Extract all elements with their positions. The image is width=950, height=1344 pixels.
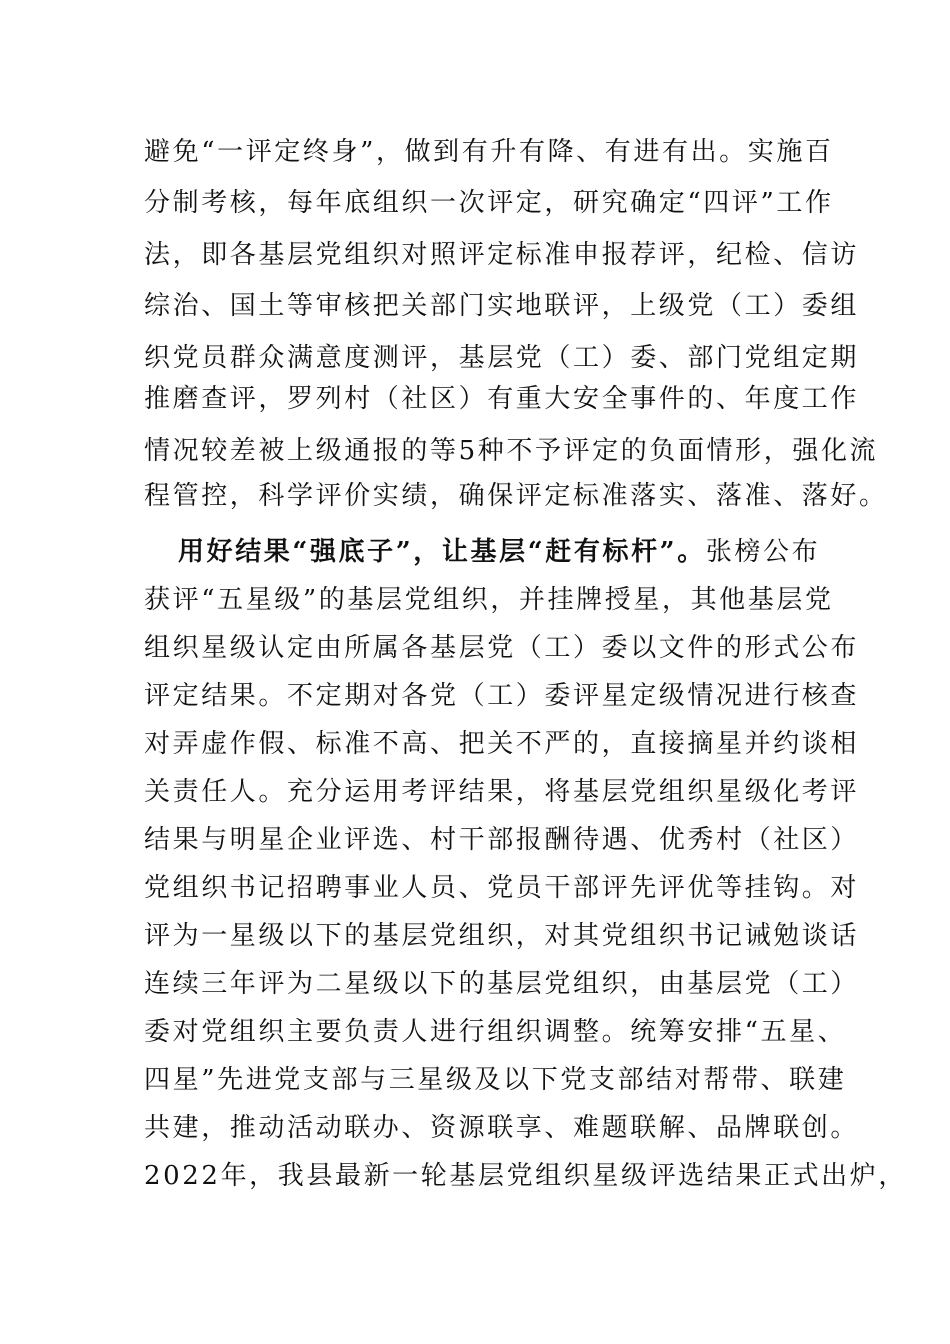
text-line: 2022年，我县最新一轮基层党组织星级评选结果正式出炉，	[144, 1161, 907, 1191]
text-line: 评定结果。不定期对各党（工）委评星定级情况进行核查	[144, 681, 860, 711]
text-line: 关责任人。充分运用考评结果，将基层党组织星级化考评	[144, 777, 860, 807]
paragraph-first-line-text: 张榜公布	[705, 537, 821, 567]
text-line: 共建，推动活动联办、资源联享、难题联解、品牌联创。	[144, 1113, 860, 1143]
text-line: 对弄虚作假、标准不高、把关不严的，直接摘星并约谈相	[144, 729, 860, 759]
text-line: 委对党组织主要负责人进行组织调整。统筹安排“五星、	[144, 1017, 847, 1047]
text-line: 分制考核，每年底组织一次评定，研究确定“四评”工作	[144, 188, 834, 218]
text-line: 避免“一评定终身”，做到有升有降、有进有出。实施百	[144, 137, 834, 167]
text-line: 连续三年评为二星级以下的基层党组织，由基层党（工）	[144, 969, 860, 999]
paragraph-first-line	[178, 534, 820, 570]
text-line: 四星”先进党支部与三星级及以下党支部结对帮带、联建	[144, 1065, 847, 1095]
text-line: 党组织书记招聘事业人员、党员干部评先评优等挂钩。对	[144, 873, 860, 903]
text-line: 评为一星级以下的基层党组织，对其党组织书记诫勉谈话	[144, 921, 860, 951]
text-line: 综治、国土等审核把关部门实地联评，上级党（工）委组	[144, 291, 860, 321]
text-line: 情况较差被上级通报的等5种不予评定的负面情形，强化流	[144, 436, 879, 466]
text-line: 织党员群众满意度测评，基层党（工）委、部门党组定期	[144, 343, 860, 373]
text-line: 程管控，科学评价实绩，确保评定标准落实、落准、落好。	[144, 481, 888, 511]
text-line: 法，即各基层党组织对照评定标准申报荐评，纪检、信访	[144, 240, 860, 270]
text-line: 组织星级认定由所属各基层党（工）委以文件的形式公布	[144, 633, 860, 663]
text-line: 获评“五星级”的基层党组织，并挂牌授星，其他基层党	[144, 585, 834, 615]
paragraph-heading: 用好结果“强底子”，让基层“赶有标杆”。	[178, 537, 706, 567]
text-line: 结果与明星企业评选、村干部报酬待遇、优秀村（社区）	[144, 825, 860, 855]
text-line: 推磨查评，罗列村（社区）有重大安全事件的、年度工作	[144, 384, 860, 414]
